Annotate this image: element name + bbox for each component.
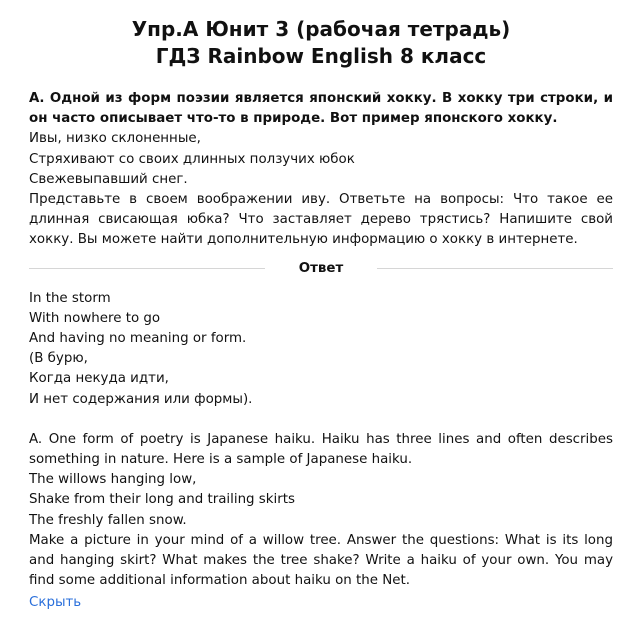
answer-text <box>29 289 613 410</box>
divider-line-left <box>29 268 265 269</box>
answer-line-2: With nowhere to go <box>29 310 161 326</box>
translation-haiku-line-2: Shake from their long and trailing skirts <box>29 492 295 508</box>
answer-line-5: Когда некуда идти, <box>29 371 169 387</box>
answer-divider <box>29 257 613 281</box>
answer-line-1: In the storm <box>29 290 111 306</box>
translation-text <box>29 430 613 592</box>
task-text <box>29 89 613 251</box>
hide-link[interactable]: Скрыть <box>29 595 82 611</box>
task-haiku-line-1: Ивы, низко склоненные, <box>29 131 201 147</box>
page-title <box>29 0 613 70</box>
divider-line-right <box>377 268 613 269</box>
page-title-line-1: Упр.А Юнит 3 (рабочая тетрадь) <box>131 17 511 41</box>
answer-line-3: And having no meaning or form. <box>29 331 247 347</box>
translation-question: Make a picture in your mind of a willow tree. Answer the questions: What is its long and hanging skirt? What makes the tree shake? Write a haiku of your own. You may find some additional information about haiku on the Net. <box>29 532 613 589</box>
answer-heading: Ответ <box>298 260 344 276</box>
answer-line-6: И нет содержания или формы). <box>29 391 253 407</box>
task-haiku-line-2: Стряхивают со своих длинных ползучих юбок <box>29 151 355 167</box>
translation-haiku-line-3: The freshly fallen snow. <box>29 512 187 528</box>
translation-haiku-line-1: The willows hanging low, <box>29 472 197 488</box>
task-intro: А. Одной из форм поэзии является японский хокку. В хокку три строки, и он часто описывает что-то в природе. Вот пример японского хокку. <box>29 91 613 127</box>
page-title-line-2: ГДЗ Rainbow English 8 класс <box>155 44 487 68</box>
answer-line-4: (В бурю, <box>29 351 88 367</box>
task-question: Представьте в своем воображении иву. Ответьте на вопросы: Что такое ее длинная свисающая юбка? Что заставляет дерево трястись? Напишите свой хокку. Вы можете найти дополнительную информацию о хокку в интернете. <box>29 192 613 248</box>
task-haiku-line-3: Свежевыпавший снег. <box>29 171 188 187</box>
translation-intro: A. One form of poetry is Japanese haiku. Haiku has three lines and often describes something in nature. Here is a sample of Japanese haiku. <box>29 431 613 468</box>
spacer <box>29 410 613 430</box>
